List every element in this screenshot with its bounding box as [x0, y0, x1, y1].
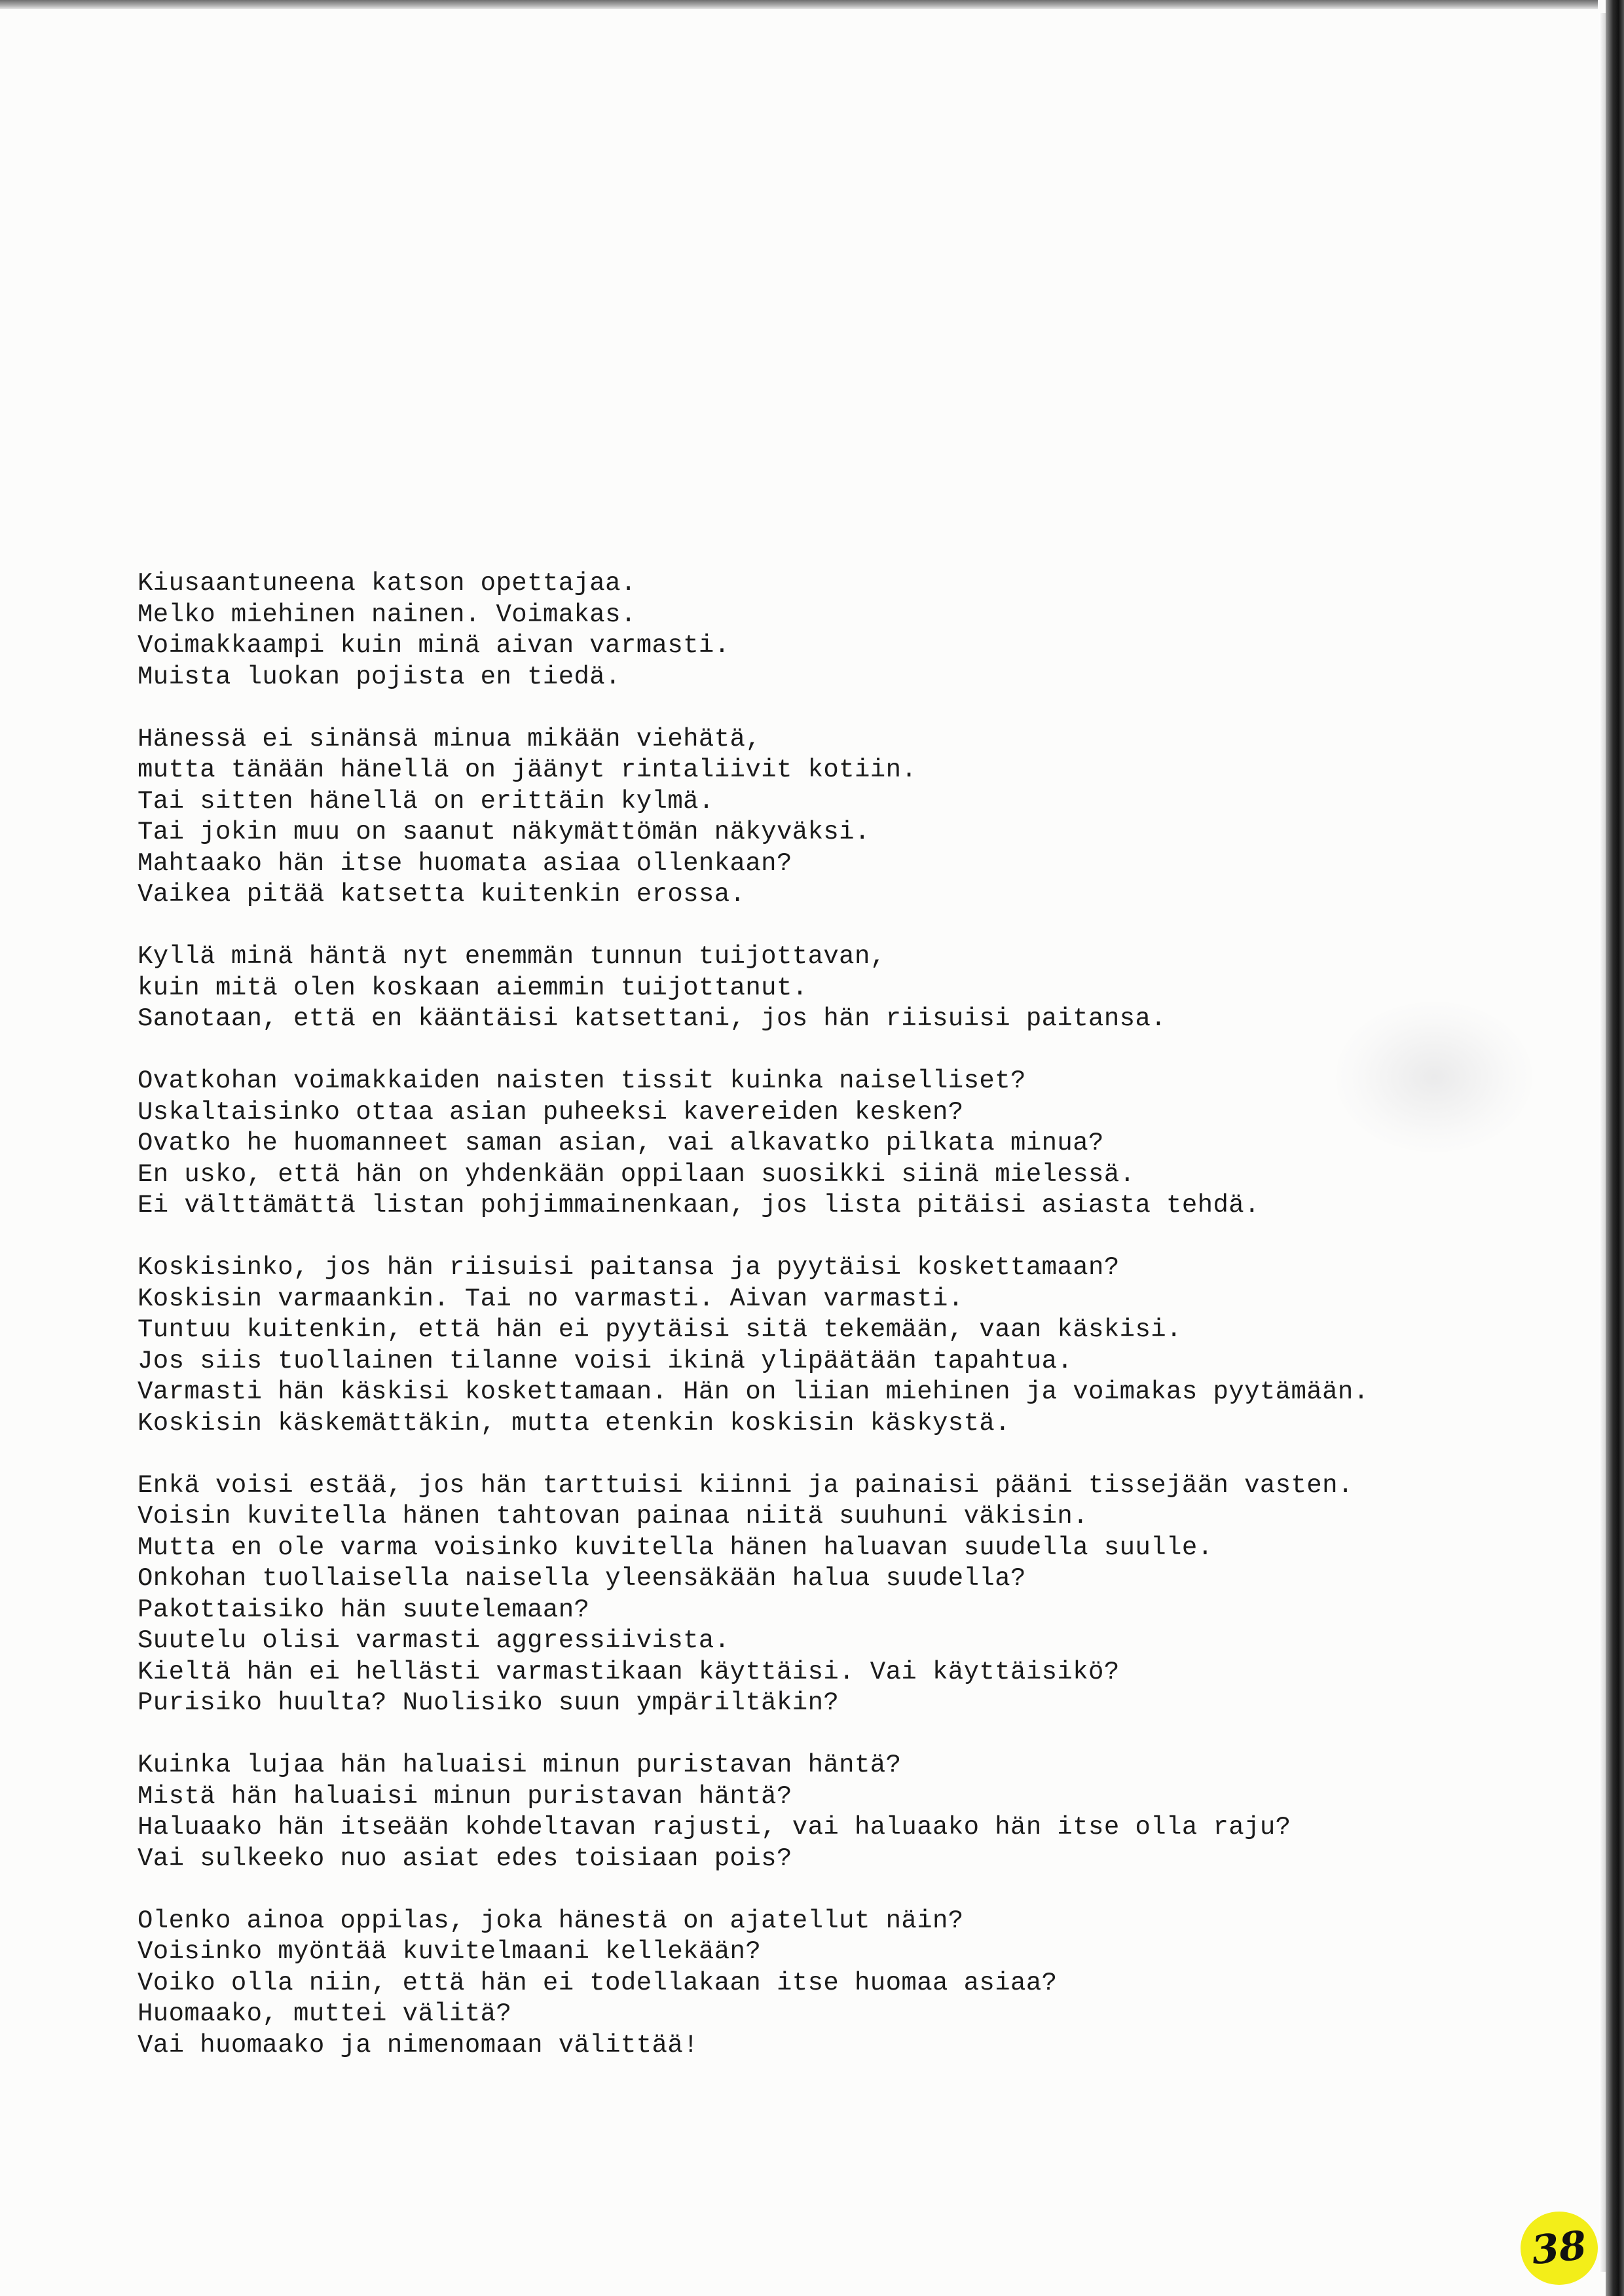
poem-line: mutta tänään hänellä on jäänyt rintaliivit kotiin. [138, 756, 917, 784]
poem-line: Koskisin varmaankin. Tai no varmasti. Aivan varmasti. [138, 1284, 964, 1313]
poem-line: Enkä voisi estää, jos hän tarttuisi kiinni ja painaisi pääni tissejään vasten. [138, 1470, 1354, 1500]
stanza [138, 1750, 1545, 1874]
poem-line: Vai huomaako ja nimenomaan välittää! [138, 2030, 699, 2060]
stanza [138, 941, 1545, 1035]
poem-line: Kiusaantuneena katson opettajaa. [138, 569, 637, 598]
poem-line: Mistä hän haluaisi minun puristavan häntä? [138, 1781, 792, 1811]
poem-text [138, 568, 1545, 2092]
poem-line: Voimakkaampi kuin minä aivan varmasti. [138, 631, 730, 660]
stanza [138, 568, 1545, 693]
poem-line: Olenko ainoa oppilas, joka hänestä on ajatellut näin? [138, 1906, 964, 1935]
poem-line: Vai sulkeeko nuo asiat edes toisiaan pois? [138, 1844, 792, 1873]
poem-line: Onkohan tuollaisella naisella yleensäkään halua suudella? [138, 1564, 1026, 1593]
scan-right-edge [1606, 0, 1624, 2296]
page-number-badge [1521, 2212, 1598, 2285]
poem-line: Kieltä hän ei hellästi varmastikaan käyttäisi. Vai käyttäisikö? [138, 1657, 1120, 1686]
poem-line: Ei välttämättä listan pohjimmainenkaan, jos lista pitäisi asiasta tehdä. [138, 1191, 1260, 1220]
poem-line: En usko, että hän on yhdenkään oppilaan suosikki siinä mielessä. [138, 1159, 1135, 1189]
poem-line: Tai jokin muu on saanut näkymättömän näkyväksi. [138, 818, 870, 847]
poem-line: Kyllä minä häntä nyt enemmän tunnun tuijottavan, [138, 942, 886, 971]
poem-line: Sanotaan, että en kääntäisi katsettani, jos hän riisuisi paitansa. [138, 1004, 1167, 1033]
poem-line: Koskisin käskemättäkin, mutta etenkin koskisin käskystä. [138, 1408, 1011, 1438]
scan-page-shadow [1599, 13, 1606, 2272]
poem-line: Tai sitten hänellä on erittäin kylmä. [138, 786, 714, 816]
stanza [138, 1906, 1545, 2062]
poem-line: Varmasti hän käskisi koskettamaan. Hän on liian miehinen ja voimakas pyytämään. [138, 1377, 1369, 1406]
poem-line: Voiko olla niin, että hän ei todellakaan itse huomaa asiaa? [138, 1968, 1058, 1997]
poem-line: Hänessä ei sinänsä minua mikään viehätä, [138, 724, 762, 754]
poem-line: Koskisinko, jos hän riisuisi paitansa ja pyytäisi koskettamaan? [138, 1253, 1120, 1282]
poem-line: Ovatkohan voimakkaiden naisten tissit kuinka naiselliset? [138, 1066, 1026, 1095]
stanza [138, 1066, 1545, 1222]
poem-line: Pakottaisiko hän suutelemaan? [138, 1595, 590, 1624]
poem-line: Suutelu olisi varmasti aggressiivista. [138, 1626, 730, 1655]
poem-line: Kuinka lujaa hän haluaisi minun puristavan häntä? [138, 1751, 902, 1779]
poem-line: Huomaako, muttei välitä? [138, 1999, 512, 2028]
poem-line: Mahtaako hän itse huomata asiaa ollenkaan? [138, 848, 792, 878]
poem-line: Mutta en ole varma voisinko kuvitella hänen haluavan suudella suulle. [138, 1533, 1213, 1562]
poem-line: Voisin kuvitella hänen tahtovan painaa niitä suuhuni väkisin. [138, 1502, 1089, 1531]
poem-line: Tuntuu kuitenkin, että hän ei pyytäisi sitä tekemään, vaan käskisi. [138, 1315, 1182, 1344]
poem-line: Purisiko huulta? Nuolisiko suun ympäriltäkin? [138, 1688, 840, 1717]
poem-line: kuin mitä olen koskaan aiemmin tuijottanut. [138, 973, 808, 1002]
poem-line: Jos siis tuollainen tilanne voisi ikinä ylipäätään tapahtua. [138, 1346, 1073, 1376]
scan-top-edge [0, 0, 1598, 9]
poem-line: Ovatko he huomanneet saman asian, vai alkavatko pilkata minua? [138, 1129, 1104, 1157]
poem-line: Haluaako hän itseään kohdeltavan rajusti, vai haluaako hän itse olla raju? [138, 1813, 1291, 1842]
poem-line: Vaikea pitää katsetta kuitenkin erossa. [138, 880, 746, 909]
poem-line: Muista luokan pojista en tiedä. [138, 662, 621, 691]
stanza [138, 1252, 1545, 1439]
stanza [138, 1470, 1545, 1719]
page-number: 38 [1529, 2222, 1589, 2274]
poem-line: Voisinko myöntää kuvitelmaani kellekään? [138, 1937, 762, 1966]
poem-line: Melko miehinen nainen. Voimakas. [138, 600, 637, 629]
stanza [138, 724, 1545, 911]
poem-line: Uskaltaisinko ottaa asian puheeksi kavereiden kesken? [138, 1097, 964, 1127]
